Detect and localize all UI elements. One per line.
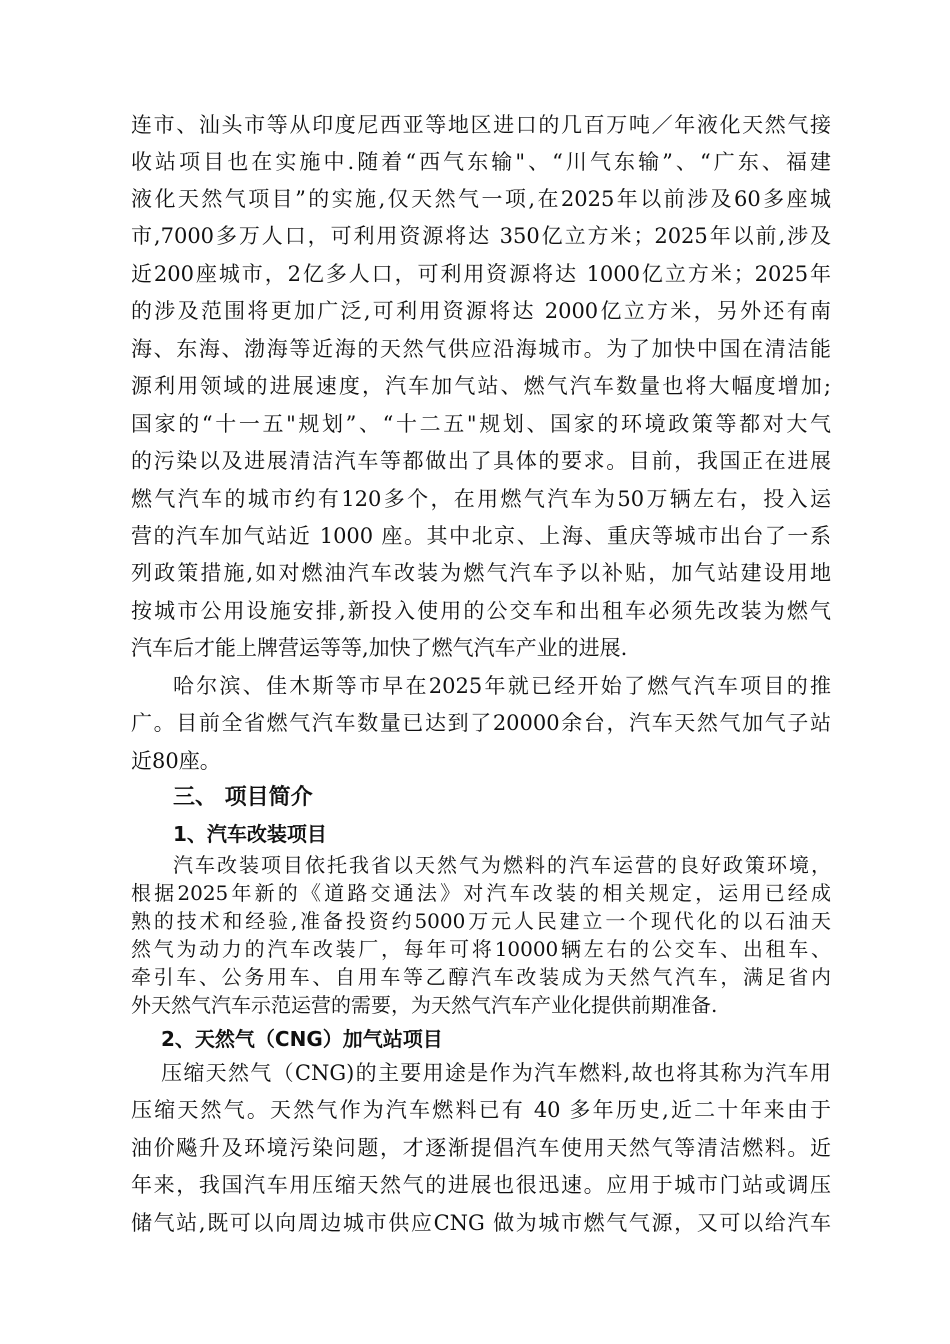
text-line: 近200座城市，2亿多人口，可利用资源将达 1000亿立方米；2025年 xyxy=(131,262,831,286)
section-heading: 三、 项目简介 xyxy=(173,785,313,810)
text-line: 源利用领域的进展速度，汽车加气站、燃气汽车数量也将大幅度增加; xyxy=(131,374,831,398)
text-line: 国家的“十一五"规划”、“十二五"规划、国家的环境政策等都对大气 xyxy=(131,412,831,436)
text-line: 汽车改装项目依托我省以天然气为燃料的汽车运营的良好政策环境， xyxy=(173,853,831,877)
text-line: 汽车后才能上牌营运等等,加快了燃气汽车产业的进展. xyxy=(131,636,628,660)
text-line: 的污染以及进展清洁汽车等都做出了具体的要求。目前，我国正在进展 xyxy=(131,449,831,473)
text-line: 的涉及范围将更加广泛,可利用资源将达 2000亿立方米，另外还有南 xyxy=(131,299,831,323)
text-line: 年来，我国汽车用压缩天然气的进展也很迅速。应用于城市门站或调压 xyxy=(131,1173,831,1197)
text-line: 列政策措施,如对燃油汽车改装为燃气汽车予以补贴，加气站建设用地 xyxy=(131,561,831,585)
text-line: 熟的技术和经验,准备投资约5000万元人民建立一个现代化的以石油天 xyxy=(131,909,831,933)
text-line: 哈尔滨、佳木斯等市早在2025年就已经开始了燃气汽车项目的推 xyxy=(173,674,831,698)
text-line: 根据2025年新的《道路交通法》对汽车改装的相关规定，运用已经成 xyxy=(131,881,831,905)
text-line: 压缩天然气。天然气作为汽车燃料已有 40 多年历史,近二十年来由于 xyxy=(131,1098,831,1122)
text-line: 外天然气汽车示范运营的需要，为天然气汽车产业化提供前期准备. xyxy=(131,993,718,1017)
text-line: 海、东海、渤海等近海的天然气供应沿海城市。为了加快中国在清洁能 xyxy=(131,337,831,361)
text-line: 广。目前全省燃气汽车数量已达到了20000余台，汽车天然气加气子站 xyxy=(131,711,831,735)
text-line: 连市、汕头市等从印度尼西亚等地区进口的几百万吨／年液化天然气接 xyxy=(131,113,831,137)
text-line: 然气为动力的汽车改装厂，每年可将10000辆左右的公交车、出租车、 xyxy=(131,937,831,961)
subsection-heading: 1、汽车改装项目 xyxy=(173,822,327,846)
subsection-heading: 2、天然气（CNG）加气站项目 xyxy=(161,1027,443,1051)
text-line: 燃气汽车的城市约有120多个，在用燃气汽车为50万辆左右，投入运 xyxy=(131,487,831,511)
text-line: 按城市公用设施安排,新投入使用的公交车和出租车必须先改装为燃气 xyxy=(131,599,831,623)
text-line: 压缩天然气（CNG)的主要用途是作为汽车燃料,故也将其称为汽车用 xyxy=(161,1061,831,1085)
text-line: 油价飚升及环境污染问题，才逐渐提倡汽车使用天然气等清洁燃料。近 xyxy=(131,1136,831,1160)
text-line: 营的汽车加气站近 1000 座。其中北京、上海、重庆等城市出台了一系 xyxy=(131,524,831,548)
text-line: 储气站,既可以向周边城市供应CNG 做为城市燃气气源，又可以给汽车 xyxy=(131,1211,831,1235)
text-line: 近80座。 xyxy=(131,749,221,773)
text-line: 牵引车、公务用车、自用车等乙醇汽车改装成为天然气汽车，满足省内 xyxy=(131,965,831,989)
text-line: 液化天然气项目”的实施,仅天然气一项,在2025年以前涉及60多座城 xyxy=(131,187,831,211)
text-line: 收站项目也在实施中.随着“西气东输"、“川气东输”、“广东、福建 xyxy=(131,150,831,174)
text-line: 市,7000多万人口，可利用资源将达 350亿立方米；2025年以前,涉及 xyxy=(131,224,831,248)
